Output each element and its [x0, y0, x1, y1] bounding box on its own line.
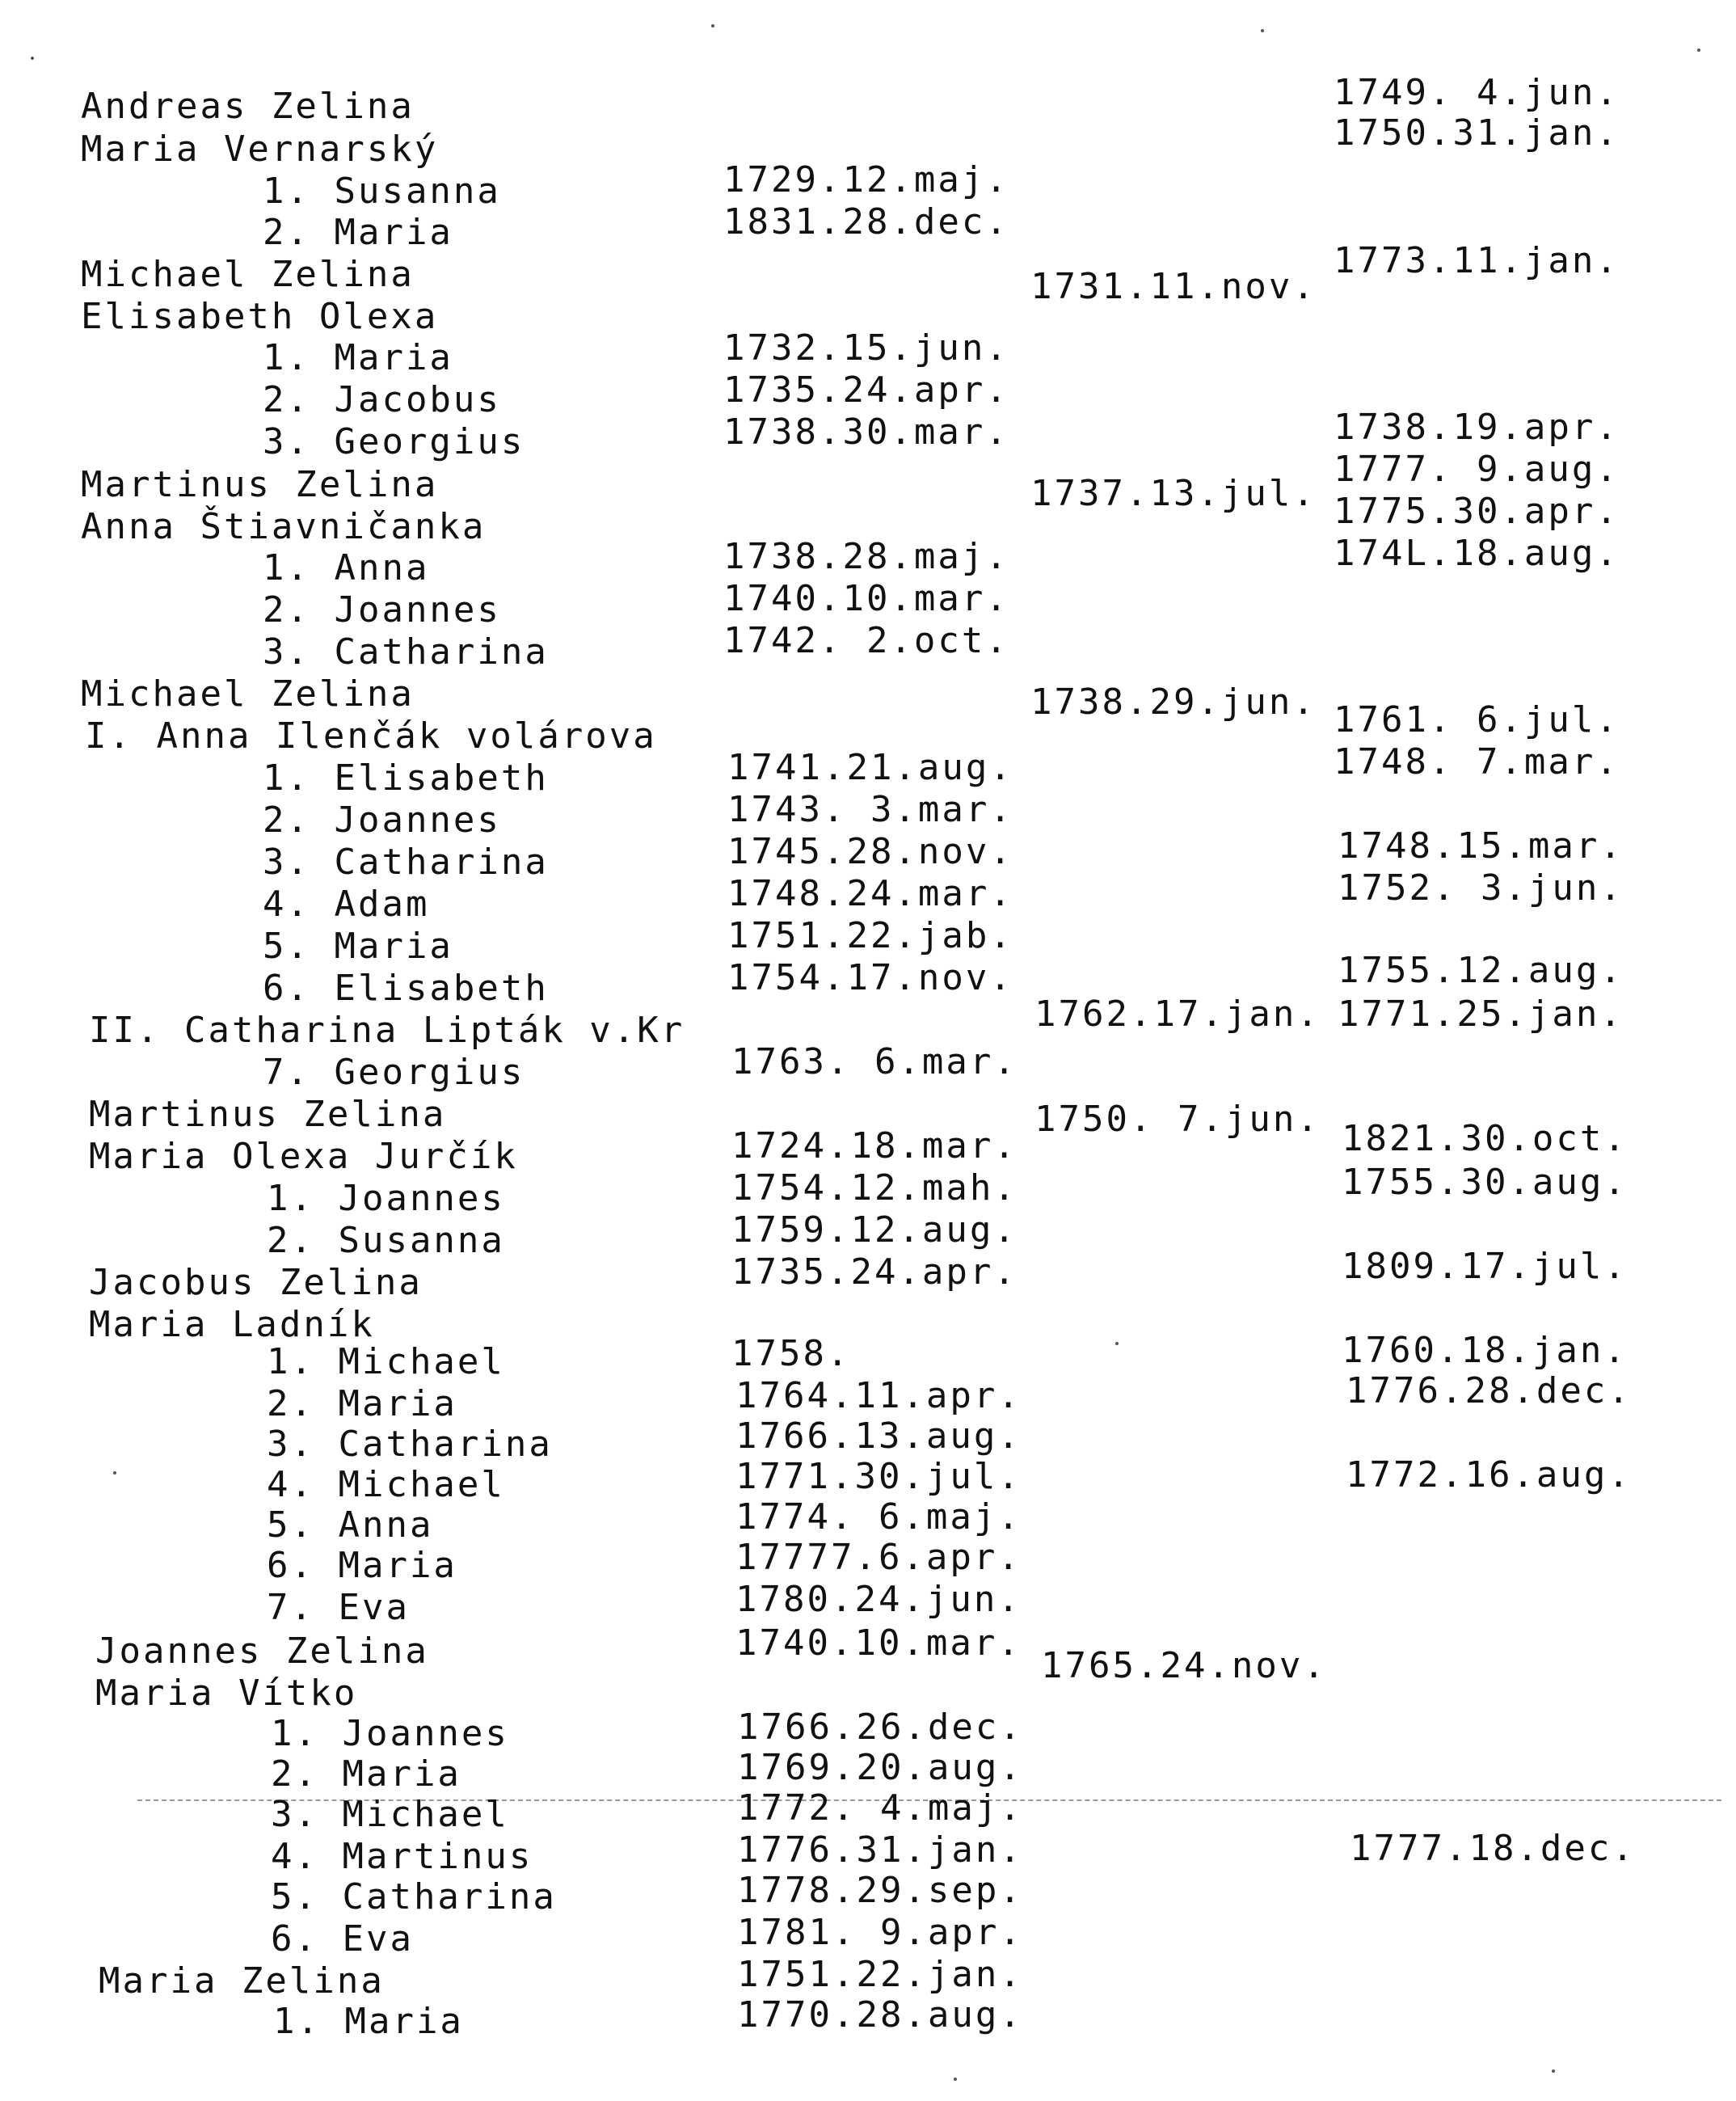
entry-name: 3. Catharina	[263, 842, 549, 883]
entry-name: Martinus Zelina	[81, 464, 439, 505]
entry-name: 2. Maria	[263, 212, 453, 253]
speck	[1697, 49, 1700, 52]
entry-name: 2. Susanna	[267, 1220, 505, 1261]
entry-married: 1750. 7.jun.	[1034, 1099, 1321, 1140]
entry-died: 1775.30.apr.	[1334, 491, 1620, 532]
entry-born: 1751.22.jan.	[737, 1954, 1023, 1995]
entry-name: Maria Ladník	[89, 1304, 375, 1345]
entry-name: 6. Maria	[267, 1545, 457, 1586]
entry-born: 17777.6.apr.	[735, 1537, 1022, 1578]
entry-name: II. Catharina Lipták v.Kr	[89, 1010, 685, 1051]
entry-born: 1758.	[731, 1333, 851, 1374]
entry-married: 1762.17.jan.	[1034, 994, 1321, 1035]
entry-name: Joannes Zelina	[95, 1631, 429, 1672]
entry-born: 1729.12.maj.	[723, 159, 1009, 200]
entry-died: 1755.30.aug.	[1342, 1162, 1628, 1203]
entry-born: 1774. 6.maj.	[735, 1496, 1022, 1538]
entry-born: 1735.24.apr.	[731, 1251, 1018, 1293]
entry-name: 3. Catharina	[263, 631, 549, 673]
entry-name: 2. Joannes	[263, 589, 501, 631]
entry-born: 1751.22.jab.	[727, 915, 1013, 956]
entry-name: 1. Elisabeth	[263, 757, 549, 799]
entry-name: 2. Joannes	[263, 799, 501, 841]
entry-born: 1772. 4.maj.	[737, 1787, 1023, 1829]
entry-born: 1759.12.aug.	[731, 1209, 1018, 1251]
entry-name: 2. Maria	[271, 1753, 461, 1795]
entry-married: 1731.11.nov.	[1030, 266, 1317, 307]
entry-born: 1781. 9.apr.	[737, 1912, 1023, 1953]
entry-died: 1748.15.mar.	[1338, 825, 1624, 867]
speck	[1552, 2069, 1555, 2073]
entry-name: 1. Michael	[267, 1341, 505, 1382]
entry-name: 3. Catharina	[267, 1424, 553, 1465]
entry-name: 6. Elisabeth	[263, 968, 549, 1009]
entry-name: 1. Joannes	[271, 1713, 509, 1754]
entry-died: 1773.11.jan.	[1334, 240, 1620, 281]
speck	[954, 2078, 957, 2081]
entry-born: 1766.26.dec.	[737, 1707, 1023, 1748]
entry-name: 4. Martinus	[271, 1836, 533, 1877]
entry-married: 1738.29.jun.	[1030, 681, 1317, 723]
entry-died: 1821.30.oct.	[1342, 1118, 1628, 1159]
entry-born: 1745.28.nov.	[727, 831, 1013, 872]
entry-married: 1765.24.nov.	[1041, 1645, 1327, 1686]
entry-name: I. Anna Ilenčák volárova	[85, 715, 657, 757]
entry-died: 1752. 3.jun.	[1338, 867, 1624, 909]
entry-died: 1776.28.dec.	[1346, 1370, 1632, 1411]
entry-born: 1738.30.mar.	[723, 411, 1009, 453]
entry-name: 1. Maria	[263, 337, 453, 378]
entry-died: 1760.18.jan.	[1342, 1330, 1628, 1371]
entry-born: 1778.29.sep.	[737, 1870, 1023, 1911]
speck	[1115, 1342, 1119, 1345]
entry-name: Jacobus Zelina	[89, 1262, 423, 1303]
entry-born: 1754.17.nov.	[727, 957, 1013, 998]
entry-born: 1740.10.mar.	[723, 578, 1009, 619]
entry-born: 1766.13.aug.	[735, 1415, 1022, 1457]
entry-died: 1771.25.jan.	[1338, 994, 1624, 1035]
entry-born: 1724.18.mar.	[731, 1125, 1018, 1167]
entry-born: 1743. 3.mar.	[727, 789, 1013, 830]
entry-name: 3. Michael	[271, 1794, 509, 1835]
speck	[31, 57, 34, 60]
speck	[711, 24, 714, 27]
entry-name: 5. Maria	[263, 926, 453, 967]
entry-born: 1742. 2.oct.	[723, 620, 1009, 661]
entry-name: Michael Zelina	[81, 673, 415, 715]
entry-name: 1. Anna	[263, 547, 430, 589]
entry-born: 1754.12.mah.	[731, 1167, 1018, 1209]
entry-name: 5. Catharina	[271, 1876, 557, 1917]
entry-died: 1755.12.aug.	[1338, 950, 1624, 991]
entry-born: 1740.10.mar.	[735, 1622, 1022, 1664]
entry-born: 1732.15.jun.	[723, 327, 1009, 369]
entry-name: Michael Zelina	[81, 254, 415, 295]
entry-died: 1738.19.apr.	[1334, 407, 1620, 448]
entry-born: 1764.11.apr.	[735, 1375, 1022, 1416]
entry-died: 1748. 7.mar.	[1334, 741, 1620, 783]
entry-born: 1748.24.mar.	[727, 873, 1013, 914]
speck	[113, 1471, 116, 1474]
entry-name: 1. Susanna	[263, 171, 501, 212]
entry-name: 6. Eva	[271, 1918, 414, 1960]
entry-name: 1. Joannes	[267, 1178, 505, 1219]
entry-name: Maria Vítko	[95, 1673, 358, 1714]
entry-died: 1750.31.jan.	[1334, 112, 1620, 154]
entry-name: 1. Maria	[273, 2001, 464, 2042]
entry-married: 1737.13.jul.	[1030, 473, 1317, 514]
entry-born: 1780.24.jun.	[735, 1579, 1022, 1620]
entry-name: 7. Eva	[267, 1587, 410, 1628]
entry-name: 2. Jacobus	[263, 379, 501, 420]
entry-born: 1735.24.apr.	[723, 369, 1009, 411]
entry-name: Martinus Zelina	[89, 1094, 447, 1135]
entry-born: 1763. 6.mar.	[731, 1041, 1018, 1082]
entry-died: 174L.18.aug.	[1334, 533, 1620, 574]
entry-born: 1776.31.jan.	[737, 1829, 1023, 1871]
entry-died: 1809.17.jul.	[1342, 1246, 1628, 1287]
entry-name: Maria Zelina	[99, 1960, 385, 2002]
entry-name: Maria Vernarský	[81, 129, 439, 170]
entry-born: 1831.28.dec.	[723, 201, 1009, 243]
entry-born: 1769.20.aug.	[737, 1747, 1023, 1788]
entry-died: 1761. 6.jul.	[1334, 699, 1620, 740]
entry-name: Anna Štiavničanka	[81, 506, 487, 547]
entry-name: Andreas Zelina	[81, 86, 415, 127]
entry-name: 4. Adam	[263, 884, 430, 925]
entry-died: 1749. 4.jun.	[1334, 72, 1620, 113]
entry-name: 3. Georgius	[263, 421, 525, 462]
entry-born: 1770.28.aug.	[737, 1994, 1023, 2036]
entry-name: Elisabeth Olexa	[81, 296, 439, 337]
entry-born: 1741.21.aug.	[727, 747, 1013, 788]
entry-died: 1777. 9.aug.	[1334, 449, 1620, 490]
entry-name: 7. Georgius	[263, 1052, 525, 1093]
entry-died: 1772.16.aug.	[1346, 1454, 1632, 1496]
entry-born: 1771.30.jul.	[735, 1456, 1022, 1497]
entry-name: Maria Olexa Jurčík	[89, 1136, 518, 1177]
entry-born: 1738.28.maj.	[723, 536, 1009, 577]
speck	[1261, 29, 1264, 32]
entry-died: 1777.18.dec.	[1350, 1828, 1636, 1869]
entry-name: 5. Anna	[267, 1504, 434, 1546]
entry-name: 2. Maria	[267, 1383, 457, 1424]
entry-name: 4. Michael	[267, 1464, 505, 1505]
